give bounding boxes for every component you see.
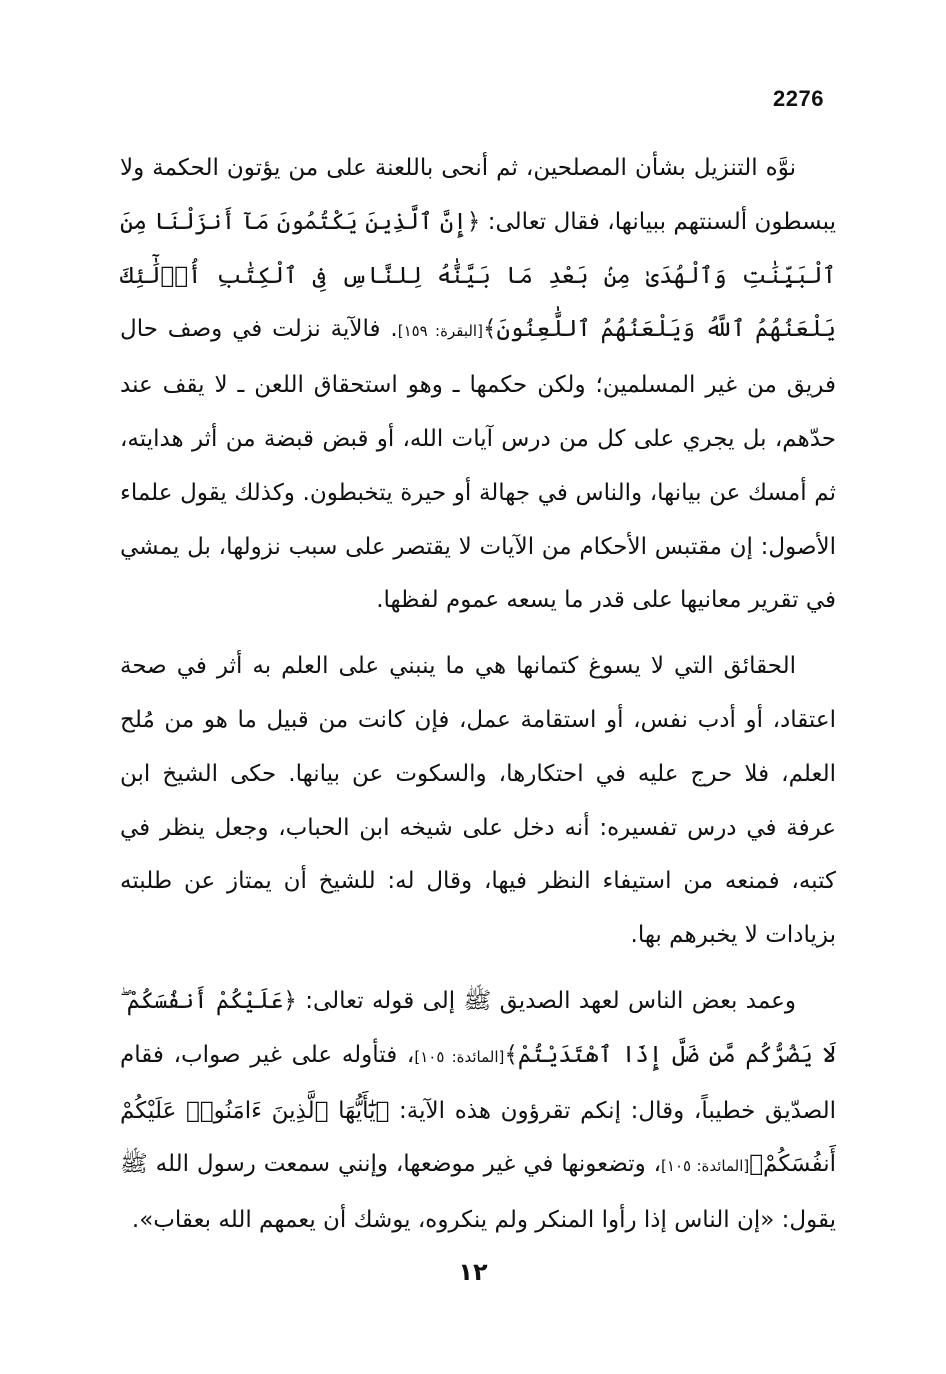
paragraph-1-lead: نوَّه التنزيل بشأن المصلحين، ثم أنحى باللعنة على من يؤتون الحكمة ولا يبسطون ألسنتهم ببيانها، فقال تعالى: bbox=[120, 155, 836, 235]
page-number-bottom: ١٢ bbox=[458, 1258, 488, 1286]
quran-close-bracket: ﴾ bbox=[504, 1041, 518, 1068]
paragraph-3-mid: ، فتأوله على غير صواب، فقام الصدّيق خطيباً، وقال: إنكم تقرؤون هذه الآية: bbox=[120, 1041, 837, 1124]
body-text bbox=[120, 142, 836, 1248]
paragraph-1 bbox=[120, 142, 836, 628]
quran-open-bracket: ﴿ bbox=[466, 208, 481, 235]
paragraph-1-tail: . فالآية نزلت في وصف حال فريق من غير المسلمين؛ ولكن حكمها ـ وهو استحقاق اللعن ـ لا يقف عند حدّهم، بل يجري على كل من درس آيات الله، أو قبض قبضة من أثر هدايته، ثم أمسك عن بيانها، والناس في جهالة أو حيرة يتخبطون. وكذلك يقول علماء الأصول: إن مقتبس الأحكام من الآيات لا يقتصر على سبب نزولها، بل يمشي في تقرير معانيها على قدر ما يسعه عموم لفظها. bbox=[120, 316, 836, 614]
paragraph-2-text: الحقائق التي لا يسوغ كتمانها هي ما ينبني على العلم به أثر في صحة اعتقاد، أو أدب نفس، أو استقامة عمل، فإن كانت من قبيل ما هو من مُلح العلم، فلا حرج عليه في احتكارها، والسكوت عن بيانها. حكى الشيخ ابن عرفة في درس تفسيره: أنه دخل على شيخه ابن الحباب، وجعل ينظر في كتبه، فمنعه من استيفاء النظر فيها، وقال له: للشيخ أن يمتاز عن طلبته بزيادات لا يخبرهم بها. bbox=[120, 653, 836, 949]
paragraph-3-lead: وعمد بعض الناس لعهد الصديق ﷺ إلى قوله تعالى: bbox=[296, 987, 797, 1014]
paragraph-3 bbox=[120, 975, 836, 1248]
quran-verse-maidah-105-second: يَٰٓأَيُّهَا ٱلَّذِينَ ءَامَنُوا۟ عَلَيْكُمْ أَنفُسَكُمْ bbox=[120, 1097, 836, 1178]
quran-close-bracket: ﴾ bbox=[482, 316, 497, 343]
paragraph-3-tail: ، وتضعونها في غير موضعها، وإنني سمعت رسول الله ﷺ يقول: «إن الناس إذا رأوا المنكر ولم ينكروه، يوشك أن يعمهم الله بعقاب». bbox=[120, 1151, 836, 1234]
verse-reference: [المائدة: ١٠٥] bbox=[414, 1047, 505, 1066]
quran-open-bracket: ﴿ bbox=[375, 1097, 390, 1124]
paragraph-2 bbox=[120, 640, 836, 963]
verse-reference: [المائدة: ١٠٥] bbox=[661, 1157, 750, 1176]
page-number-top: 2276 bbox=[773, 86, 824, 111]
quran-close-bracket: ﴾ bbox=[749, 1151, 764, 1178]
verse-reference: [البقرة: ١٥٩] bbox=[397, 322, 483, 341]
quran-verse-maidah-105: عَلَيْكُمْ أَنفُسَكُمْ ۖ لَا يَضُرُّكُم مَّن ضَلَّ إِذَا ٱهْتَدَيْتُمْ bbox=[120, 987, 837, 1068]
quran-verse-baqarah-159: إِنَّ ٱلَّذِينَ يَكْتُمُونَ مَآ أَنزَلْنَا مِنَ ٱلْبَيِّنَٰتِ وَٱلْهُدَىٰ مِنۢ بَعْدِ مَا بَيَّنَّٰهُ لِلنَّاسِ فِى ٱلْكِتَٰبِ أُو۟لَٰٓئِكَ يَلْعَنُهُمُ ٱللَّهُ وَيَلْعَنُهُمُ ٱللَّٰعِنُونَ bbox=[120, 208, 836, 343]
quran-open-bracket: ﴿ bbox=[283, 987, 297, 1014]
